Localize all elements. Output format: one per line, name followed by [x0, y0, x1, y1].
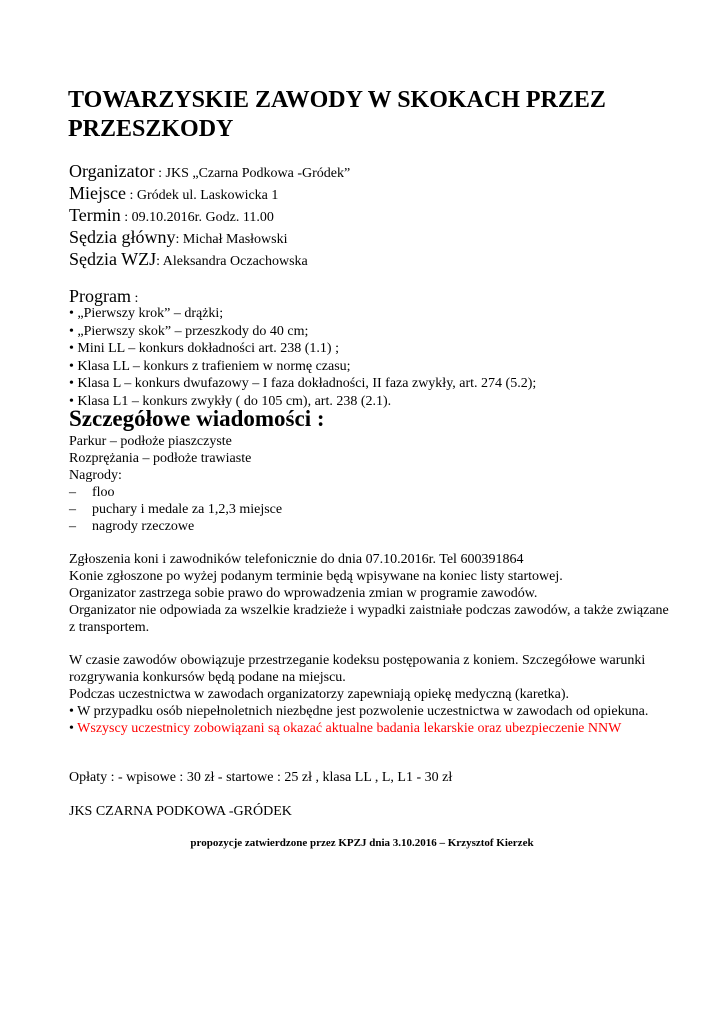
warning-bullet: • [69, 721, 78, 736]
club-name: JKS CZARNA PODKOWA -GRÓDEK [69, 804, 292, 819]
registration-line: Zgłoszenia koni i zawodników telefonicznie do dnia 07.10.2016r. Tel 600391864 [69, 552, 524, 567]
program-colon: : [131, 291, 139, 306]
info-value: : Michał Masłowski [175, 232, 288, 247]
info-wzj-judge [69, 248, 350, 270]
details-heading: Szczegółowe wiadomości : [69, 406, 325, 431]
registration-line: Konie zgłoszone po wyżej podanym terminie będą wpisywane na koniec listy startowej. [69, 569, 563, 584]
document-title: TOWARZYSKIE ZAWODY W SKOKACH PRZEZ PRZESZKODY [68, 87, 606, 142]
program-item: • Klasa LL – konkurs z trafieniem w normę czasu; [69, 358, 351, 374]
program-item: • „Pierwszy skok” – przeszkody do 40 cm; [69, 323, 309, 339]
fees-line: Opłaty : - wpisowe : 30 zł - startowe : 25 zł , klasa LL , L, L1 - 30 zł [69, 770, 453, 785]
dash-bullet: – [69, 519, 76, 534]
registration-block [69, 551, 669, 636]
program-label: Program [69, 286, 131, 306]
dash-bullet: – [69, 502, 76, 517]
info-label: Sędzia WZJ [69, 249, 157, 269]
info-label: Miejsce [69, 183, 126, 203]
program-item: • Mini LL – konkurs dokładności art. 238 (1.1) ; [69, 341, 339, 356]
details-line: Rozprężania – podłoże trawiaste [69, 451, 252, 466]
event-info [69, 160, 350, 270]
approval-footer: propozycje zatwierdzone przez KPZJ dnia 3.10.2016 – Krzysztof Kierzek [190, 837, 534, 849]
warning-line [69, 720, 659, 737]
prize-item [69, 518, 282, 535]
registration-line: Organizator nie odpowiada za wszelkie kradzieże i wypadki zaistniałe podczas zawodów, a także związane z transportem. [69, 603, 669, 635]
registration-line: Organizator zastrzega sobie prawo do wprowadzenia zmian w programie zawodów. [69, 586, 538, 601]
info-label: Sędzia główny [69, 227, 176, 247]
rules-line: W czasie zawodów obowiązuje przestrzeganie kodeksu postępowania z koniem. Szczegółowe warunki rozgrywania konkursów będą podane na miejscu. [69, 653, 646, 685]
info-head-judge [69, 226, 350, 248]
prize-text: nagrody rzeczowe [92, 519, 195, 534]
rules-line: • W przypadku osób niepełnoletnich niezbędne jest pozwolenie uczestnictwa w zawodach od opiekuna. [69, 704, 649, 719]
prize-text: puchary i medale za 1,2,3 miejsce [92, 502, 283, 517]
program-item: • Klasa L – konkurs dwufazowy – I faza dokładności, II faza zwykły, art. 274 (5.2); [69, 376, 537, 391]
rules-block [69, 652, 659, 737]
prize-item [69, 501, 282, 518]
prize-text: floo [92, 485, 115, 500]
program-item: • „Pierwszy krok” – drążki; [69, 306, 224, 321]
dash-bullet: – [69, 485, 76, 500]
prize-item [69, 484, 282, 501]
details-line: Nagrody: [69, 468, 122, 483]
info-value: : Gródek ul. Laskowicka 1 [125, 188, 279, 203]
info-label: Termin [69, 205, 121, 225]
info-value: : 09.10.2016r. Godz. 11.00 [120, 210, 274, 225]
info-value: : JKS „Czarna Podkowa -Gródek” [154, 166, 351, 181]
program-item: • Klasa L1 – konkurs zwykły ( do 105 cm), art. 238 (2.1). [69, 393, 392, 409]
details-list [69, 433, 251, 484]
details-line: Parkur – podłoże piaszczyste [69, 434, 232, 449]
info-value: : Aleksandra Oczachowska [156, 254, 308, 269]
rules-line: Podczas uczestnictwa w zawodach organizatorzy zapewniają opiekę medyczną (karetka). [69, 687, 569, 702]
program-list [69, 305, 536, 410]
warning-text: Wszyscy uczestnicy zobowiązani są okazać aktualne badania lekarskie oraz ubezpieczenie NNW [77, 721, 622, 736]
info-place [69, 182, 350, 204]
info-date [69, 204, 350, 226]
prizes-list [69, 484, 282, 535]
info-organizer [69, 160, 350, 182]
info-label: Organizator [69, 161, 155, 181]
